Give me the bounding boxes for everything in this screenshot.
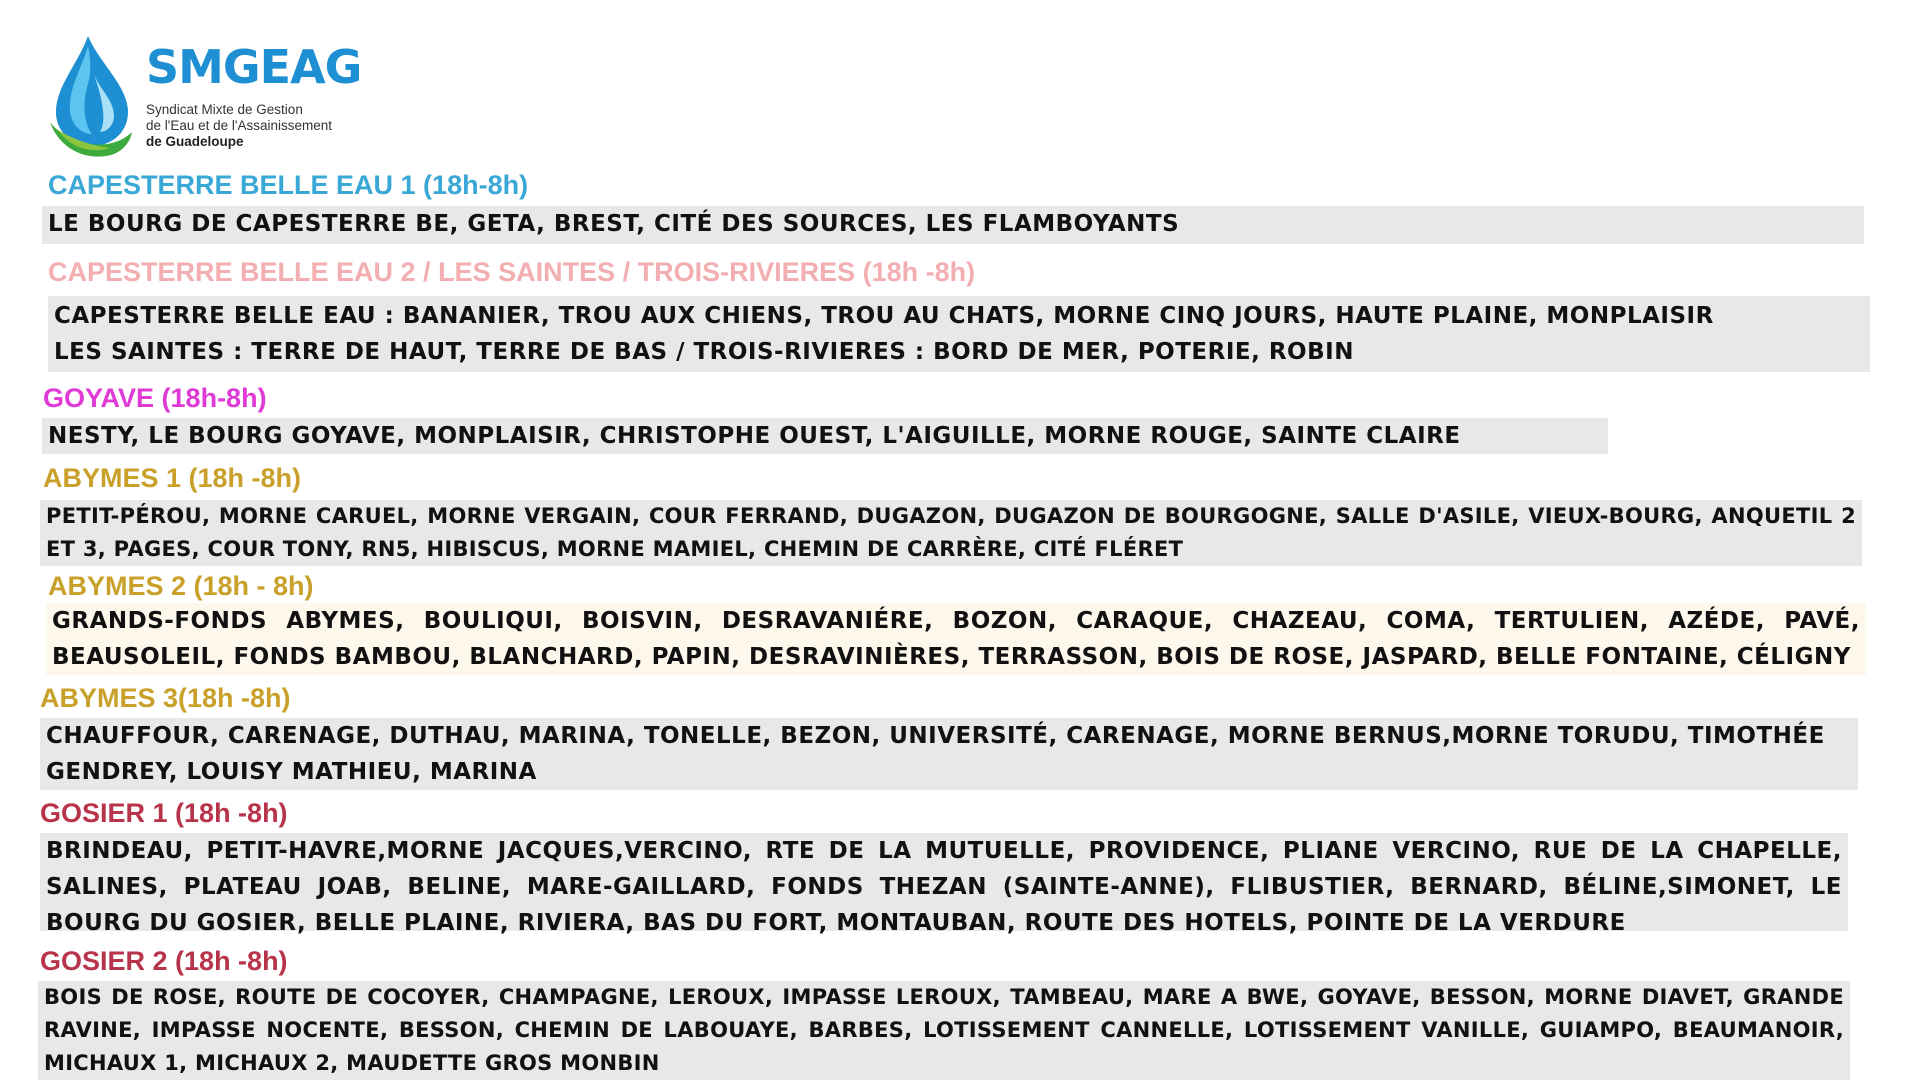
list-item: NESTY, LE BOURG GOYAVE, MONPLAISIR, CHRISTOPHE OUEST, L'AIGUILLE, MORNE ROUGE, SAINTE CLAIRE: [48, 423, 1461, 449]
list-item: LE BOURG DE CAPESTERRE BE, GETA, BREST, CITÉ DES SOURCES, LES FLAMBOYANTS: [48, 211, 1180, 237]
section-title-capesterre-1: CAPESTERRE BELLE EAU 1 (18h-8h): [48, 170, 529, 200]
logo-brand-text: SMGEAG: [146, 40, 362, 94]
list-item: BOIS DE ROSE, ROUTE DE COCOYER, CHAMPAGNE, LEROUX, IMPASSE LEROUX, TAMBEAU, MARE A BWE, GOYAVE, BESSON, MORNE DIAVET, GRANDE RAVINE, IMPASSE NOCENTE, BESSON, CHEMIN DE LABOUAYE, BARBES, LOTISSEMENT CANNELLE, LOTISSEMENT VANILLE, GUIAMPO, BEAUMANOIR, MICHAUX 1, MICHAUX 2, MAUDETTE GROS MONBIN: [44, 985, 1844, 1075]
section-list-capesterre-1: [42, 206, 1864, 244]
section-title-gosier-2: GOSIER 2 (18h -8h): [40, 946, 288, 976]
logo-tagline: Syndicat Mixte de Gestion de l'Eau et de l'Assainissement de Guadeloupe: [146, 102, 333, 149]
water-drop-logo-icon: [48, 34, 138, 162]
section-title-abymes-2: ABYMES 2 (18h - 8h): [48, 571, 314, 601]
section-list-abymes-3: [40, 718, 1858, 790]
list-item: PETIT-PÉROU, MORNE CARUEL, MORNE VERGAIN, COUR FERRAND, DUGAZON, DUGAZON DE BOURGOGNE, SALLE D'ASILE, VIEUX-BOURG, ANQUETIL 2 ET 3, PAGES, COUR TONY, RN5, HIBISCUS, MORNE MAMIEL, CHEMIN DE CARRÈRE, CITÉ FLÉRET: [46, 504, 1856, 561]
section-title-abymes-3: ABYMES 3(18h -8h): [40, 683, 291, 713]
section-list-capesterre-2: [48, 296, 1870, 372]
list-item: GRANDS-FONDS ABYMES, BOULIQUI, BOISVIN, DESRAVANIÉRE, BOZON, CARAQUE, CHAZEAU, COMA, TERTULIEN, AZÉDE, PAVÉ, BEAUSOLEIL, FONDS BAMBOU, BLANCHARD, PAPIN, DESRAVINIÈRES, TERRASSON, BOIS DE ROSE, JASPARD, BELLE FONTAINE, CÉLIGNY: [52, 608, 1860, 670]
section-list-goyave: [42, 418, 1608, 454]
list-item: CAPESTERRE BELLE EAU : BANANIER, TROU AUX CHIENS, TROU AU CHATS, MORNE CINQ JOURS, HAUTE PLAINE, MONPLAISIR: [54, 303, 1714, 329]
list-item: BRINDEAU, PETIT-HAVRE,MORNE JACQUES,VERCINO, RTE DE LA MUTUELLE, PROVIDENCE, PLIANE VERCINO, RUE DE LA CHAPELLE, SALINES, PLATEAU JOAB, BELINE, MARE-GAILLARD, FONDS THEZAN (SAINTE-ANNE), FLIBUSTIER, BERNARD, BÉLINE,SIMONET, LE BOURG DU GOSIER, BELLE PLAINE, RIVIERA, BAS DU FORT, MONTAUBAN, ROUTE DES HOTELS, POINTE DE LA VERDURE: [46, 838, 1842, 936]
smgeag-logo: [48, 34, 378, 162]
section-list-abymes-1: [40, 500, 1862, 566]
section-title-gosier-1: GOSIER 1 (18h -8h): [40, 798, 288, 828]
section-title-goyave: GOYAVE (18h-8h): [43, 383, 267, 413]
list-item: CHAUFFOUR, CARENAGE, DUTHAU, MARINA, TONELLE, BEZON, UNIVERSITÉ, CARENAGE, MORNE BERNUS,MORNE TORUDU, TIMOTHÉE GENDREY, LOUISY MATHIEU, MARINA: [46, 723, 1825, 785]
list-item: LES SAINTES : TERRE DE HAUT, TERRE DE BAS / TROIS-RIVIERES : BORD DE MER, POTERIE, ROBIN: [54, 339, 1354, 365]
section-title-abymes-1: ABYMES 1 (18h -8h): [43, 463, 302, 493]
section-title-capesterre-2: CAPESTERRE BELLE EAU 2 / LES SAINTES / TROIS-RIVIERES (18h -8h): [48, 257, 976, 287]
section-list-gosier-1: [40, 833, 1848, 936]
section-list-gosier-2: [38, 981, 1850, 1080]
section-list-abymes-2: [46, 603, 1866, 675]
